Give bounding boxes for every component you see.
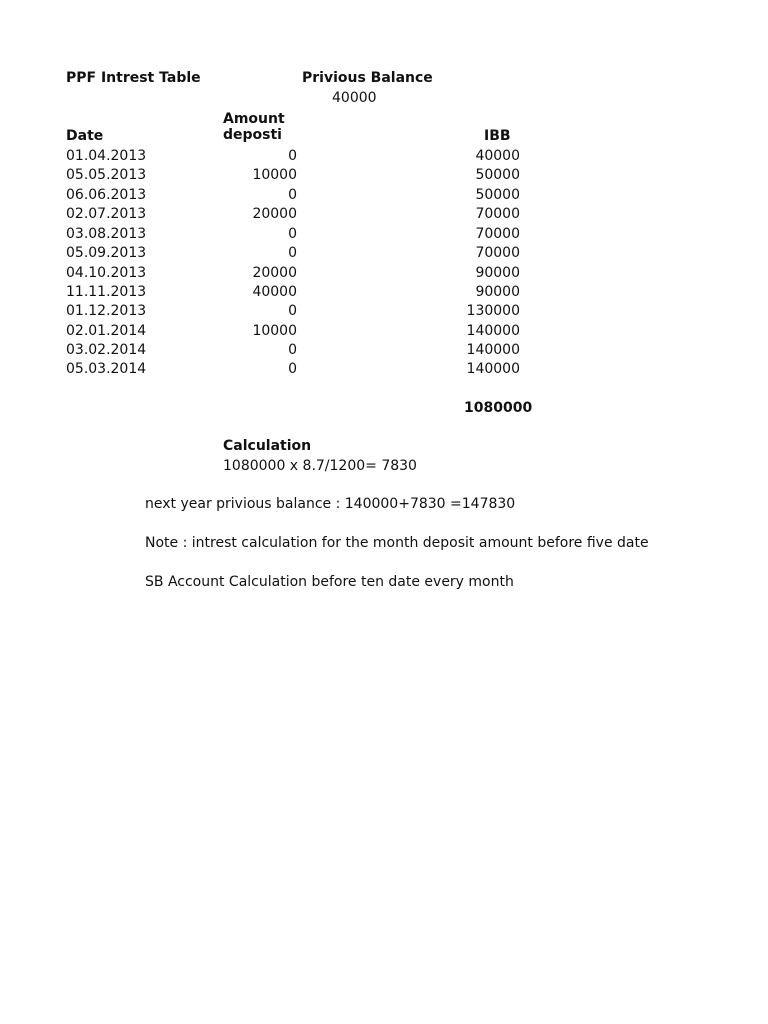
- row-ibb: 50000: [475, 167, 520, 183]
- calculation-formula: 1080000 x 8.7/1200= 7830: [223, 458, 417, 474]
- row-date: 03.02.2014: [66, 342, 147, 358]
- row-date: 01.12.2013: [66, 303, 147, 319]
- row-amount: 0: [288, 226, 297, 242]
- previous-balance-value: 40000: [332, 90, 377, 106]
- row-ibb: 140000: [466, 323, 520, 339]
- row-ibb: 140000: [466, 342, 520, 358]
- row-amount: 0: [288, 187, 297, 203]
- row-date: 01.04.2013: [66, 148, 147, 164]
- previous-balance-label: Privious Balance: [302, 70, 433, 86]
- row-ibb: 90000: [475, 284, 520, 300]
- date-header: Date: [66, 128, 104, 144]
- row-amount: 20000: [252, 206, 297, 222]
- row-date: 05.03.2014: [66, 361, 147, 377]
- row-ibb: 140000: [466, 361, 520, 377]
- row-ibb: 70000: [475, 206, 520, 222]
- table-title: PPF Intrest Table: [66, 70, 201, 86]
- row-amount: 20000: [252, 265, 297, 281]
- ibb-total: 1080000: [464, 400, 533, 416]
- row-amount: 0: [288, 303, 297, 319]
- row-date: 06.06.2013: [66, 187, 147, 203]
- row-ibb: 130000: [466, 303, 520, 319]
- row-date: 05.05.2013: [66, 167, 147, 183]
- row-date: 02.07.2013: [66, 206, 147, 222]
- row-amount: 0: [288, 342, 297, 358]
- row-amount: 40000: [252, 284, 297, 300]
- row-ibb: 50000: [475, 187, 520, 203]
- interest-note: Note : intrest calculation for the month deposit amount before five date: [145, 535, 649, 551]
- row-ibb: 90000: [475, 265, 520, 281]
- row-ibb: 70000: [475, 245, 520, 261]
- row-date: 11.11.2013: [66, 284, 147, 300]
- row-amount: 0: [288, 148, 297, 164]
- amount-header-line1: Amount: [223, 111, 285, 127]
- ibb-header: IBB: [484, 128, 511, 144]
- row-date: 03.08.2013: [66, 226, 147, 242]
- amount-header-line2: deposti: [223, 127, 282, 143]
- row-ibb: 40000: [475, 148, 520, 164]
- row-ibb: 70000: [475, 226, 520, 242]
- row-amount: 10000: [252, 323, 297, 339]
- row-date: 02.01.2014: [66, 323, 147, 339]
- row-date: 04.10.2013: [66, 265, 147, 281]
- calculation-heading: Calculation: [223, 438, 312, 454]
- row-date: 05.09.2013: [66, 245, 147, 261]
- row-amount: 0: [288, 361, 297, 377]
- next-year-balance-note: next year privious balance : 140000+7830 =147830: [145, 496, 516, 512]
- sb-account-note: SB Account Calculation before ten date every month: [145, 574, 514, 590]
- row-amount: 0: [288, 245, 297, 261]
- row-amount: 10000: [252, 167, 297, 183]
